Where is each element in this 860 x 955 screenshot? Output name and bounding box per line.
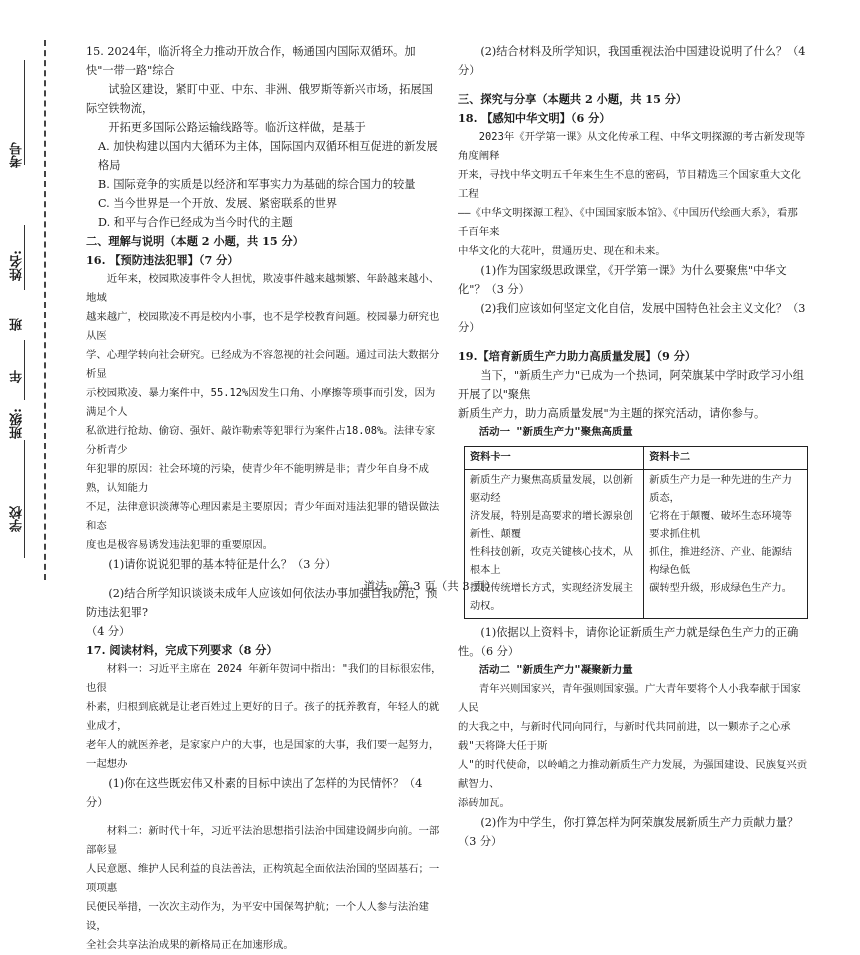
- card-2-line: 抓住，推进经济、产业、能源结构绿色低: [649, 547, 792, 576]
- card-2-line: 新质生产力是一种先进的生产力质态，: [649, 475, 792, 504]
- q19-activity-2-heading: 活动二 "新质生产力"凝聚新力量: [478, 664, 633, 676]
- q16-material-line: 近年来，校园欺凌事件令人担忧，欺凌事件越来越频繁、年龄越来越小、地域: [86, 273, 440, 304]
- card-2-line: 碳转型升级，形成绿色生产力。: [649, 583, 792, 594]
- left-column: [86, 42, 442, 955]
- q17-title: 17. 阅读材料，完成下列要求（8 分）: [86, 643, 278, 657]
- q15-option-d: D. 和平与合作已经成为当今时代的主题: [98, 216, 293, 229]
- q16-material-line: 示校园欺凌、暴力案件中，55.12%因发生口角、小摩擦等琐事而引发，因为满足个人: [86, 387, 436, 418]
- section-3-heading: 三、探究与分享（本题共 2 小题，共 15 分）: [458, 92, 688, 106]
- card-2-body: [644, 470, 808, 619]
- q15-stem-line-1: 15. 2024年，临沂将全力推动开放合作，畅通国内国际双循环。加快"一带一路"综合: [86, 45, 416, 77]
- q19-title: 19.【培育新质生产力助力高质量发展】（9 分）: [458, 349, 697, 363]
- question-19: [458, 347, 808, 851]
- card-2-line: 它将在于颠覆、破坏生态环境等要求抓住机: [649, 511, 792, 540]
- q17-material-1-line: 老年人的就医养老，是家家户户的大事，也是国家的大事，我们要一起努力，一起想办: [86, 739, 440, 770]
- q19-sub-question-2: (2)作为中学生，你打算怎样为阿荣旗发展新质生产力贡献力量？（3 分）: [458, 816, 799, 848]
- q15-stem-line-3: 开拓更多国际公路运输线路等。临沂这样做，是基于: [108, 121, 366, 134]
- q17-material-1-line: 材料一：习近平主席在 2024 年新年贺词中指出："我们的目标很宏伟，也很: [86, 663, 442, 694]
- q15-option-b: B. 国际竞争的实质是以经济和军事实力为基础的综合国力的较量: [98, 178, 416, 191]
- q16-sub-question-2-score: （4 分）: [86, 625, 131, 638]
- question-18: [458, 109, 808, 337]
- q16-material-line: 年犯罪的原因：社会环境的污染，使青少年不能明辨是非；青少年自身不成熟，认知能力: [86, 463, 429, 494]
- q18-material-line: 开来，寻找中华文明五千年来生生不息的密码，节目精选三个国家重大文化工程: [458, 169, 801, 200]
- question-15: [86, 42, 442, 232]
- q16-material-line: 私欲进行抢劫、偷窃、强奸、敲诈勒索等犯罪行为案件占18.08%。法律专家分析青少: [86, 425, 436, 456]
- q17-material-2-line: 材料二：新时代十年，习近平法治思想指引法治中国建设阔步向前。一部部彰显: [86, 825, 440, 856]
- school-underline: [24, 440, 25, 558]
- q19-activity-1-heading: 活动一 "新质生产力"聚焦高质量: [478, 426, 633, 438]
- q19-intro-line: 新质生产力，助力高质量发展"为主题的探究活动，请你参与。: [458, 407, 766, 420]
- grade-label: 年: [10, 370, 25, 383]
- q15-stem-line-2: 试验区建设，紧盯中亚、中东、非洲、俄罗斯等新兴市场，拓展国际空铁物流，: [86, 83, 433, 115]
- q16-sub-question-1: (1)请你说说犯罪的基本特征是什么？（3 分）: [108, 558, 337, 571]
- q16-material-line: 学、心理学转向社会研究。已经成为不容忽视的社会问题。通过司法大数据分析显: [86, 349, 440, 380]
- school-label: 学校: [10, 506, 25, 532]
- q16-material-line: 越来越广，校园欺凌不再是校内小事，也不是学校教育问题。校园暴力研究也从医: [86, 311, 440, 342]
- q17-material-1-line: 朴素，归根到底就是让老百姓过上更好的日子。孩子的抚养教育，年轻人的就业成才，: [86, 701, 440, 732]
- q16-material-line: 度也是极容易诱发违法犯罪的重要原因。: [86, 539, 274, 551]
- card-1-title: 资料卡一: [465, 447, 644, 470]
- q19-material-line: 添砖加瓦。: [458, 797, 510, 809]
- q15-option-c: C. 当今世界是一个开放、发展、紧密联系的世界: [98, 197, 338, 210]
- q17-sub-question-2: (2)结合材料及所学知识，我国重视法治中国建设说明了什么？（4 分）: [458, 45, 806, 77]
- q18-material-line: 2023年《开学第一课》从文化传承工程、中华文明探源的考古新发现等角度阐释: [458, 131, 806, 162]
- q17-material-2-line: 人民意愿、维护人民利益的良法善法，正构筑起全面依法治国的坚固基石；一项项惠: [86, 863, 440, 894]
- card-1-line: 摆脱传统增长方式，实现经济发展主动权。: [470, 583, 633, 612]
- q18-sub-question-1: (1)作为国家级思政课堂，《开学第一课》为什么要聚焦"中华文化"？（3 分）: [458, 264, 787, 296]
- card-1-body: [465, 470, 644, 619]
- binding-dashed-line: [44, 40, 46, 580]
- card-2-title: 资料卡二: [644, 447, 808, 470]
- class-label: 班级:: [10, 408, 25, 439]
- q16-title: 16. 【预防违法犯罪】（7 分）: [86, 253, 239, 267]
- q17-material-2-line: 民便民举措，一次次主动作为，为平安中国保驾护航；一个人人参与法治建设，: [86, 901, 429, 932]
- q18-material-line: 中华文化的大花叶，贯通历史、现在和未来。: [458, 245, 666, 257]
- q18-sub-question-2: (2)我们应该如何坚定文化自信，发展中国特色社会主义文化？（3 分）: [458, 302, 806, 334]
- q19-sub-question-1: (1)依据以上资料卡，请你论证新质生产力就是绿色生产力的正确性。（6 分）: [458, 626, 799, 658]
- q18-title: 18. 【感知中华文明】（6 分）: [458, 111, 611, 125]
- card-1-line: 新质生产力聚焦高质量发展，以创新驱动经: [470, 475, 633, 504]
- card-1-line: 济发展，特别是高要求的增长源泉创新性、颠覆: [470, 511, 633, 540]
- section-2-heading: 二、理解与说明（本题 2 小题，共 15 分）: [86, 234, 304, 248]
- question-17: [86, 641, 442, 955]
- q18-material-line: ——《中华文明探源工程》、《中国国家版本馆》、《中国历代绘画大系》，看那千百年来: [458, 207, 798, 238]
- q16-sub-question-2: (2)结合所学知识谈谈未成年人应该如何依法办事加强自我防范，预防违法犯罪?: [86, 587, 438, 619]
- q15-option-a: A. 加快构建以国内大循环为主体，国际国内双循环相互促进的新发展格局: [98, 140, 438, 172]
- binding-margin: [0, 0, 62, 609]
- q17-sub-question-1: (1)你在这些既宏伟又朴素的目标中读出了怎样的为民情怀？（4 分）: [86, 777, 423, 809]
- exam-number-label: 考号: [10, 142, 25, 168]
- q17-material-2-line: 全社会共享法治成果的新格局正在加速形成。: [86, 939, 294, 951]
- q19-material-line: 青年兴则国家兴，青年强则国家强。广大青年要将个人小我奉献于国家人民: [458, 683, 801, 714]
- page-footer: 道法 第 3 页（共 3 页）: [363, 579, 497, 593]
- q19-material-line: 人"的时代使命，以岭峭之力推动新质生产力发展，为强国建设、民族复兴贡献智力、: [458, 759, 808, 790]
- right-column: [458, 42, 808, 851]
- q19-intro-line: 当下，"新质生产力"已成为一个热词，阿荣旗某中学时政学习小组开展了以"聚焦: [458, 369, 804, 401]
- q16-material-line: 不足，法律意识淡薄等心理因素是主要原因；青少年面对违法犯罪的错误做法和态: [86, 501, 440, 532]
- q19-material-line: 的大我之中，与新时代同向同行，与新时代共同前进，以一颗赤子之心承载"天将降大任于斯: [458, 721, 791, 752]
- ban-label: 班: [10, 318, 25, 331]
- name-label: 姓名:: [10, 250, 25, 281]
- card-1-line: 性科技创新，攻克关键核心技术，从根本上: [470, 547, 633, 576]
